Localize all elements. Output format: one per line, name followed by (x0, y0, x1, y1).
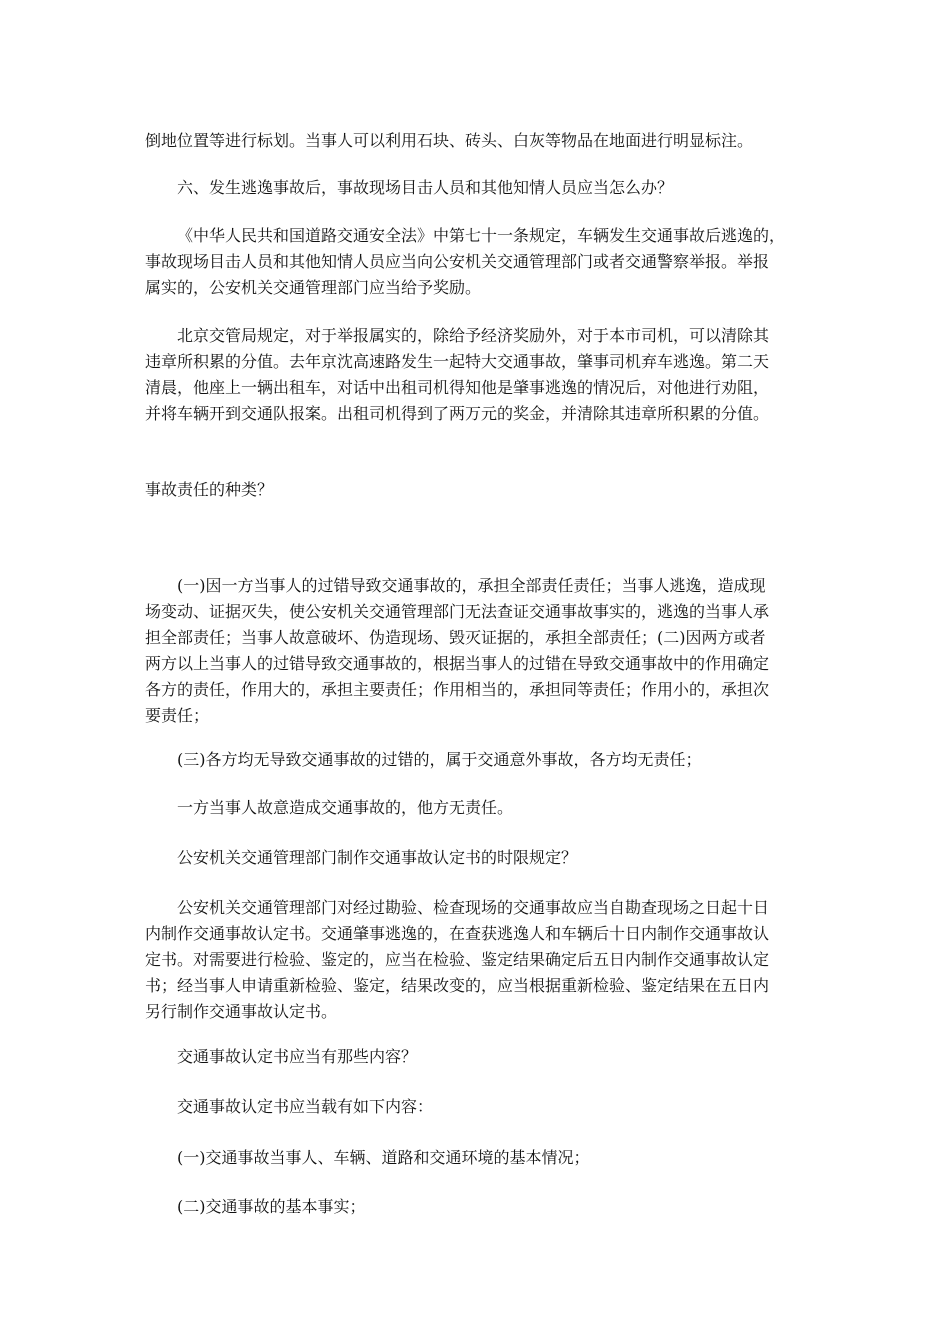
list-item-basic-facts (145, 1194, 805, 1220)
paragraph-accident-no-fault (145, 747, 805, 773)
text-line: 北京交管局规定，对于举报属实的，除给予经济奖励外，对于本市司机，可以清除其 (177, 326, 770, 345)
paragraph-contents-intro (145, 1094, 805, 1120)
paragraph-traffic-law-71 (145, 223, 805, 301)
text-line: 担全部责任；当事人故意破坏、伪造现场、毁灭证据的，承担全部责任；(二)因两方或者 (145, 628, 766, 647)
text-line: 书；经当事人申请重新检验、鉴定，结果改变的，应当根据重新检验、鉴定结果在五日内 (145, 976, 770, 995)
paragraph-location-marking (145, 128, 805, 154)
text-line: 各方的责任，作用大的，承担主要责任；作用相当的，承担同等责任；作用小的，承担次 (145, 680, 770, 699)
paragraph-time-limit-detail (145, 895, 805, 1025)
text-line: 属实的，公安机关交通管理部门应当给予奖励。 (145, 278, 482, 297)
text-line: 另行制作交通事故认定书。 (145, 1002, 338, 1021)
text-line: 要责任； (145, 706, 210, 725)
text-line: 倒地位置等进行标划。当事人可以利用石块、砖头、白灰等物品在地面进行明显标注。 (145, 131, 754, 150)
heading-hit-and-run-witness (145, 175, 805, 201)
text-line: 交通事故认定书应当有那些内容？ (177, 1047, 418, 1066)
text-line: 交通事故认定书应当载有如下内容： (177, 1097, 434, 1116)
text-line: (一)交通事故当事人、车辆、道路和交通环境的基本情况； (177, 1148, 590, 1167)
text-line: 定书。对需要进行检验、鉴定的，应当在检验、鉴定结果确定后五日内制作交通事故认定 (145, 950, 770, 969)
text-line: 两方以上当事人的过错导致交通事故的，根据当事人的过错在导致交通事故中的作用确定 (145, 654, 770, 673)
text-line: 公安机关交通管理部门对经过勘验、检查现场的交通事故应当自勘查现场之日起十日 (177, 898, 770, 917)
text-line: 内制作交通事故认定书。交通肇事逃逸的，在查获逃逸人和车辆后十日内制作交通事故认 (145, 924, 770, 943)
text-line: 场变动、证据灭失，使公安机关交通管理部门无法查证交通事故事实的，逃逸的当事人承 (145, 602, 770, 621)
list-item-basic-situation (145, 1145, 805, 1171)
text-line: 事故责任的种类？ (145, 480, 274, 499)
paragraph-intentional-accident (145, 795, 805, 821)
text-line: 一方当事人故意造成交通事故的，他方无责任。 (177, 798, 514, 817)
text-line: 事故现场目击人员和其他知情人员应当向公安机关交通管理部门或者交通警察举报。举报 (145, 252, 770, 271)
text-line: (三)各方均无导致交通事故的过错的，属于交通意外事故，各方均无责任； (177, 750, 702, 769)
paragraph-liability-detail (145, 573, 805, 729)
text-line: 并将车辆开到交通队报案。出租司机得到了两万元的奖金，并清除其违章所积累的分值。 (145, 404, 770, 423)
text-line: 公安机关交通管理部门制作交通事故认定书的时限规定？ (177, 848, 578, 867)
paragraph-beijing-reward (145, 323, 805, 427)
text-line: 《中华人民共和国道路交通安全法》中第七十一条规定，车辆发生交通事故后逃逸的， (177, 226, 786, 245)
text-line: 六、发生逃逸事故后，事故现场目击人员和其他知情人员应当怎么办？ (177, 178, 674, 197)
text-line: 违章所积累的分值。去年京沈高速路发生一起特大交通事故，肇事司机弃车逃逸。第二天 (145, 352, 770, 371)
text-line: (一)因一方当事人的过错导致交通事故的，承担全部责任责任；当事人逃逸，造成现 (177, 576, 766, 595)
text-line: (二)交通事故的基本事实； (177, 1197, 366, 1216)
heading-liability-types (145, 477, 805, 503)
heading-certificate-contents (145, 1044, 805, 1070)
heading-certificate-time-limit (145, 845, 805, 871)
text-line: 清晨，他座上一辆出租车，对话中出租司机得知他是肇事逃逸的情况后，对他进行劝阻， (145, 378, 770, 397)
